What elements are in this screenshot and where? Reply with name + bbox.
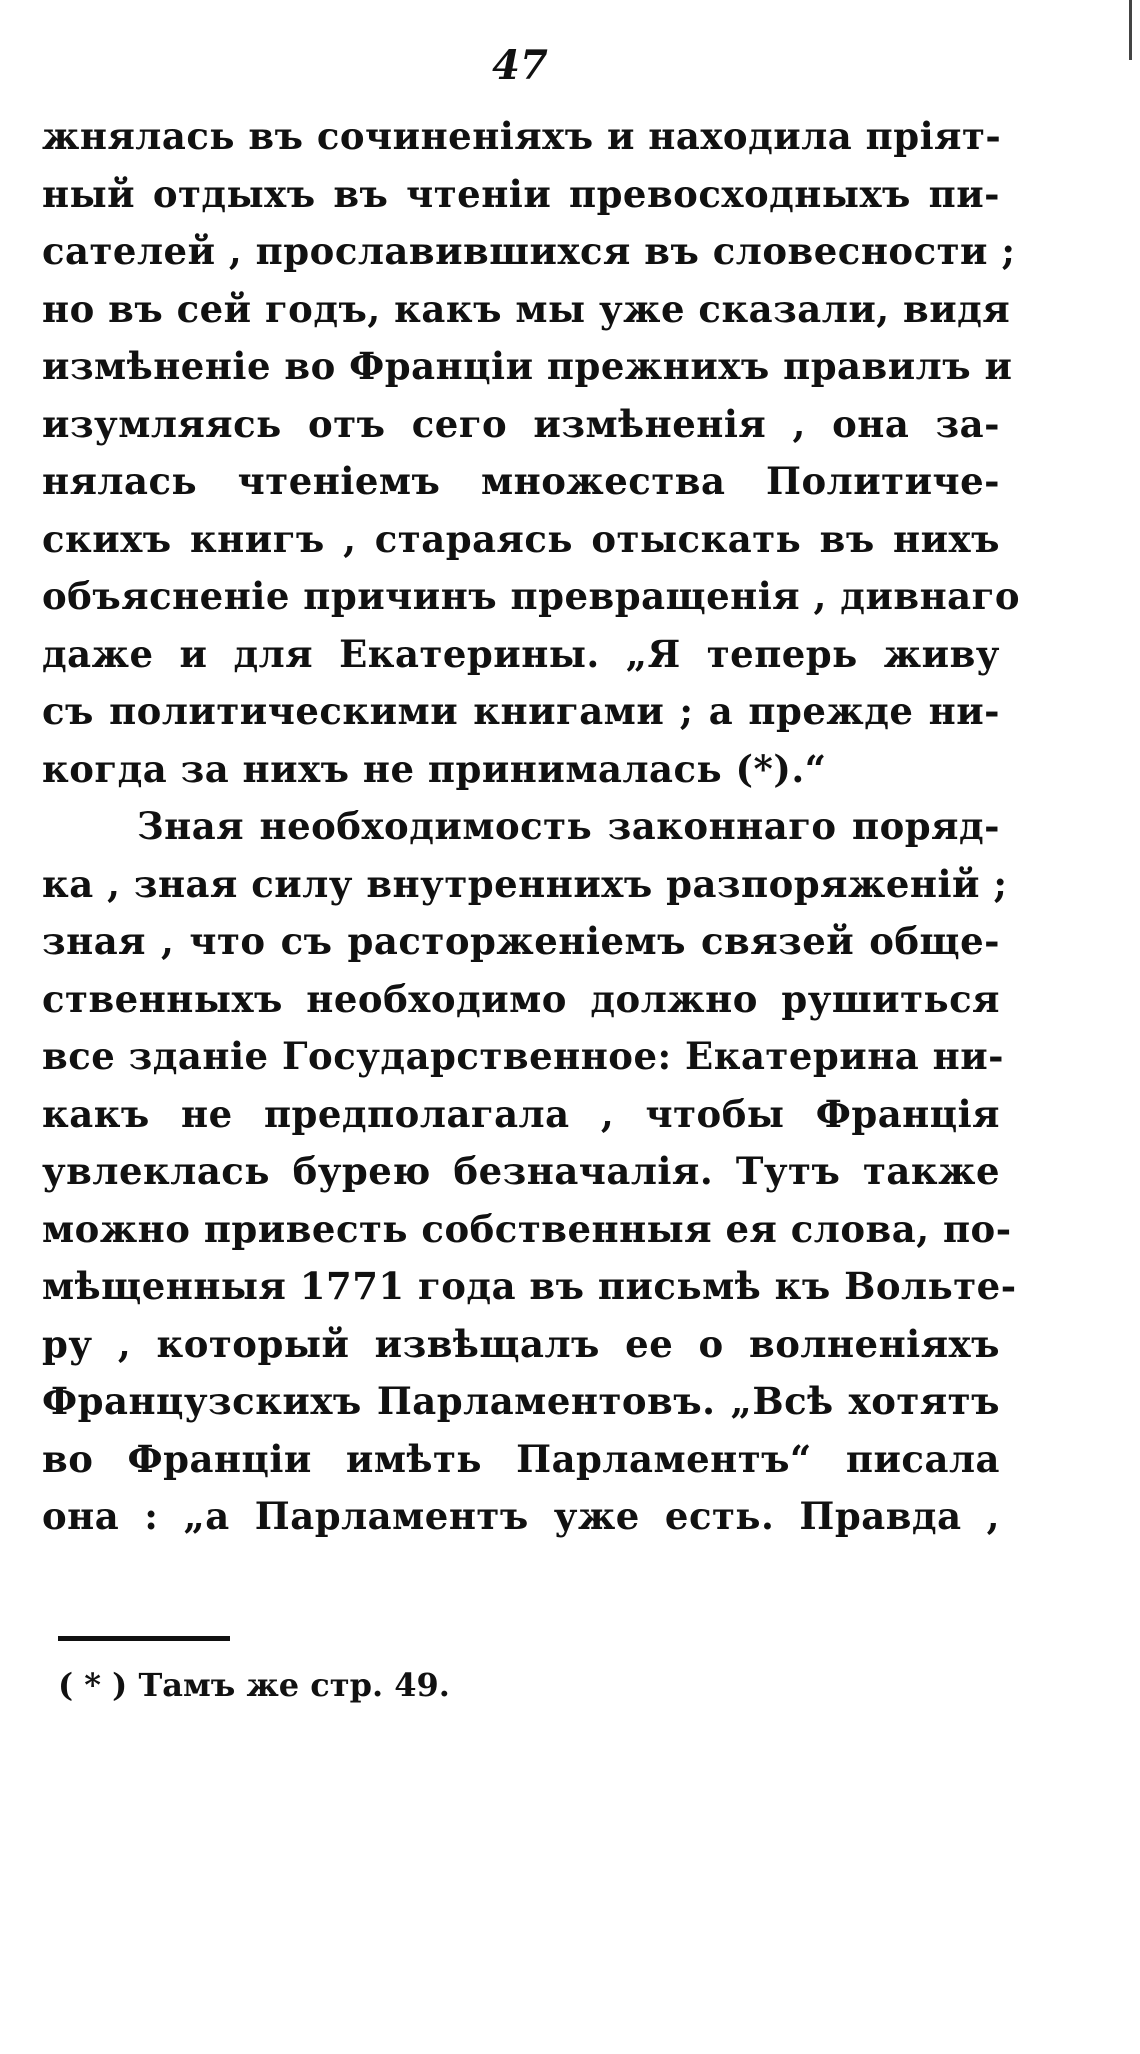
text-line: все зданіе Государственное: Екатерина ни-	[42, 1034, 1005, 1078]
text-line: объясненіе причинъ превращенія , дивнаго	[42, 574, 1021, 618]
body-text	[42, 108, 1021, 1546]
text-line: мѣщенныя 1771 года въ письмѣ къ Вольте-	[42, 1264, 1017, 1308]
text-line: даже и для Екатерины. „Я теперь живу	[42, 631, 1000, 676]
text-line: измѣненіе во Франціи прежнихъ правилъ и	[42, 344, 1013, 388]
footnote: ( * ) Тамъ же стр. 49.	[58, 1666, 450, 1704]
text-line: когда за нихъ не принималась (*).“	[42, 746, 827, 791]
text-line: жнялась въ сочиненіяхъ и находила пріят-	[42, 114, 1002, 158]
text-line: изумляясь отъ сего измѣненія , она за-	[42, 401, 1000, 446]
text-line: нялась чтеніемъ множества Политиче-	[42, 459, 1000, 503]
page-edge-mark	[1129, 0, 1132, 60]
paragraph-start-line: Зная необходимость законнаго поряд-	[137, 804, 1000, 848]
footnote-rule	[58, 1636, 230, 1641]
text-line: ный отдыхъ въ чтеніи превосходныхъ пи-	[42, 171, 1000, 216]
text-line: съ политическими книгами ; а прежде ни-	[42, 689, 1000, 733]
text-line: какъ не предполагала , чтобы Франція	[42, 1091, 1000, 1136]
text-line: ру , который извѣщалъ ее о волненіяхъ	[42, 1321, 1000, 1366]
text-line: увлеклась бурею безначалія. Тутъ также	[42, 1149, 1000, 1193]
text-line: она : „а Парламентъ уже есть. Правда ,	[42, 1494, 1000, 1538]
text-line: но въ сей годъ, какъ мы уже сказали, видя	[42, 286, 1011, 331]
text-line: Французскихъ Парламентовъ. „Всѣ хотятъ	[42, 1379, 1000, 1423]
page-number: 47	[492, 42, 548, 89]
text-line: можно привесть собственныя ея слова, по-	[42, 1206, 1012, 1251]
text-line: во Франціи имѣть Парламентъ“ писала	[42, 1436, 1000, 1481]
text-line: скихъ книгъ , стараясь отыскать въ нихъ	[42, 516, 1000, 561]
text-line: зная , что съ расторженіемъ связей обще-	[42, 919, 1000, 963]
text-line: ственныхъ необходимо должно рушиться	[42, 976, 1000, 1021]
text-line: ка , зная силу внутреннихъ разпоряженій ;	[42, 861, 1008, 906]
text-line: сателей , прославившихся въ словесности ;	[42, 229, 1016, 273]
